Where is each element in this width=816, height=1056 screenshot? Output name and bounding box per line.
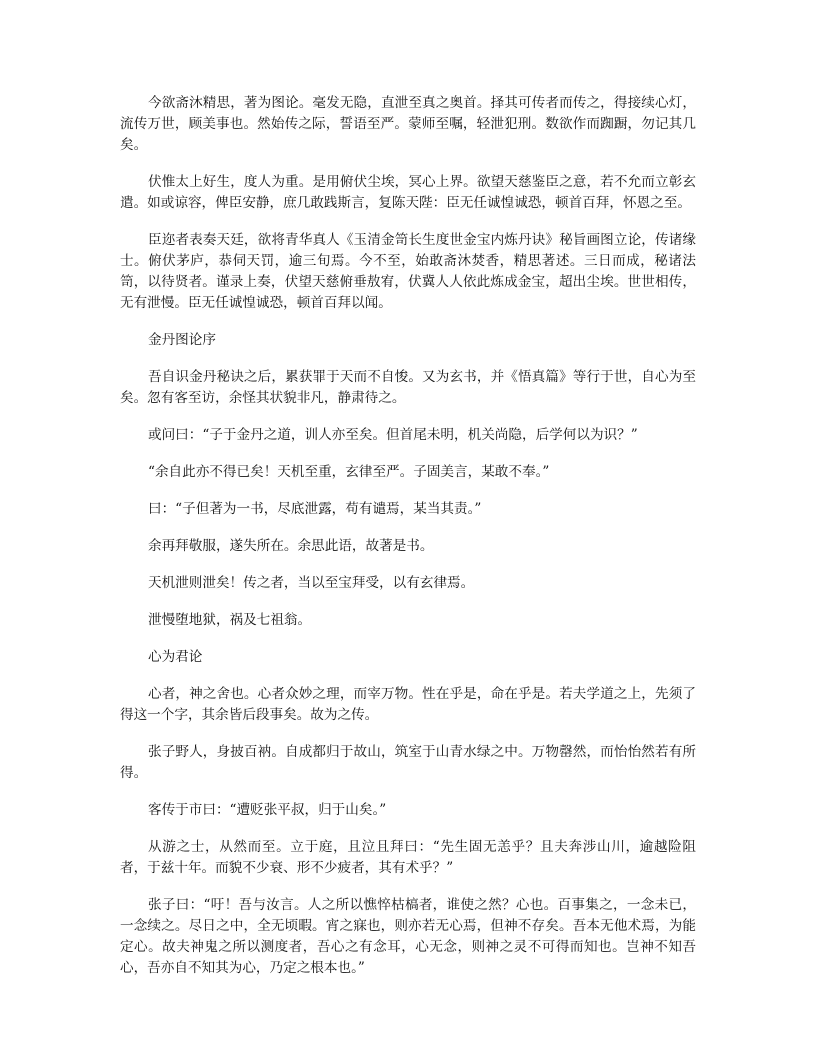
paragraph-preface-3: “余自此亦不得已矣！天机至重，玄律至严。子固美言，某敢不奉。” (148, 464, 550, 480)
paragraph-heart-5: 张子曰：“吁！吾与汝言。人之所以憔悴枯槁者，谁使之然？心也。百事集之，一念未已，一念续之。尽日之中，全无顷暇。宵之寐也，则亦若无心焉，但神不存矣。吾本无他术焉，为能定心。故夫神鬼之所以测度者，吾心之有念耳，心无念，则神之灵不可得而知也。岂神不知吾心，吾亦自不知其为心，乃定之根本也。” (120, 897, 696, 976)
section-heading-preface: 金丹图论序 (148, 332, 216, 348)
paragraph-preface-1: 吾自识金丹秘诀之后，累获罪于天而不自悛。又为玄书，并《悟真篇》等行于世，自心为至矣。忽有客至访，余怪其状貌非凡，静肃待之。 (120, 369, 696, 406)
paragraph-intro-2: 伏惟太上好生，度人为重。是用俯伏尘埃，冥心上界。欲望天慈鉴臣之意，若不允而立彰玄遣。如或谅容，俾臣安静，庶几敢践斯言，复陈天陛：臣无任诚惶诚恐，顿首百拜，怀恩之至。 (120, 174, 696, 211)
section-heading-heart: 心为君论 (148, 649, 203, 665)
document-body (120, 93, 696, 995)
paragraph-preface-2: 或问曰：“子于金丹之道，训人亦至矣。但首尾未明，机关尚隐，后学何以为识？” (148, 427, 638, 443)
paragraph-preface-7: 泄慢堕地狱，祸及七祖翁。 (148, 612, 312, 628)
paragraph-intro-1: 今欲斋沐精思，著为图论。毫发无隐，直泄至真之奥首。择其可传者而传之，得接续心灯，流传万世，顾美事也。然始传之际，誓语至严。蒙师至嘱，轻泄犯刑。数欲作而踟蹰，勿记其几矣。 (120, 95, 696, 153)
paragraph-heart-3: 客传于市曰：“遭贬张平叔，归于山矣。” (148, 802, 387, 818)
paragraph-preface-6: 天机泄则泄矣！传之者，当以至宝拜受，以有玄律焉。 (148, 575, 475, 591)
paragraph-heart-4: 从游之士，从然而至。立于庭，且泣且拜曰：“先生固无恙乎？且夫奔涉山川，逾越险阻者，于兹十年。而貌不少衰、形不少疲者，其有术乎？” (120, 839, 696, 876)
paragraph-preface-5: 余再拜敬服，遂失所在。余思此语，故著是书。 (148, 538, 434, 554)
paragraph-preface-4: 曰：“子但著为一书，尽底泄露，苟有谴焉，某当其责。” (148, 501, 482, 517)
paragraph-heart-1: 心者，神之舍也。心者众妙之理，而宰万物。性在乎是，命在乎是。若夫学道之上，先须了得这一个字，其余皆后段事矣。故为之传。 (120, 686, 696, 723)
paragraph-heart-2: 张子野人，身披百衲。自成都归于故山，筑室于山青水绿之中。万物罄然，而怡怡然若有所得。 (120, 744, 696, 781)
paragraph-intro-3: 臣迩者表奏天廷，欲将青华真人《玉清金笥长生度世金宝内炼丹诀》秘旨画图立论，传诸缘士。俯伏茅庐，恭伺天罚，逾三旬焉。今不至，始敢斋沐焚香，精思著述。三日而成，秘诸法笥，以待贤者。谨录上奏，伏望天慈俯垂敖宥，伏冀人人依此炼成金宝，超出尘埃。世世相传，无有泄慢。臣无任诚惶诚恐，顿首百拜以闻。 (120, 232, 696, 311)
